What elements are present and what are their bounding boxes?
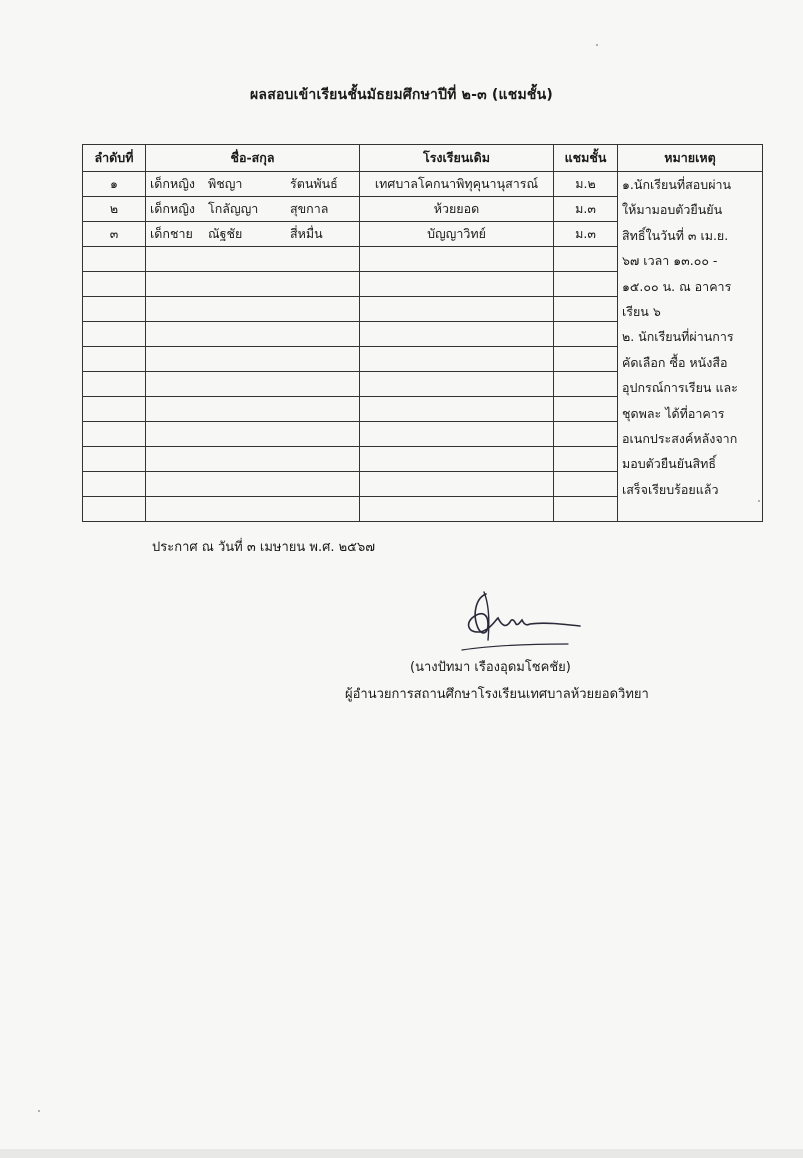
first-name: ณัฐชัย bbox=[208, 226, 243, 241]
first-name: พิชญา bbox=[208, 176, 243, 191]
header-remark: หมายเหตุ bbox=[618, 145, 763, 172]
name-prefix: เด็กหญิง bbox=[150, 201, 195, 216]
last-name: สี่หมื่น bbox=[290, 226, 323, 241]
remark-line: อุปกรณ์การเรียน และ bbox=[622, 380, 738, 396]
remark-line: ชุดพละ ได้ที่อาคาร bbox=[622, 405, 725, 421]
remark-line: เรียน ๖ bbox=[622, 304, 661, 320]
row-school: ห้วยยอด bbox=[360, 197, 554, 222]
row-name bbox=[146, 172, 360, 197]
row-order: ๓ bbox=[83, 222, 146, 247]
signer-position: ผู้อำนวยการสถานศึกษาโรงเรียนเทศบาลห้วยยอดวิทยา bbox=[345, 687, 649, 702]
row-grade: ม.๓ bbox=[554, 197, 618, 222]
row-name bbox=[146, 197, 360, 222]
row-order: ๑ bbox=[83, 172, 146, 197]
scan-speck bbox=[596, 44, 598, 46]
signer-name: (นางปัทมา เรืองอุดมโชคชัย) bbox=[410, 660, 571, 675]
header-school: โรงเรียนเดิม bbox=[360, 145, 554, 172]
remark-line: ๑๕.๐๐ น. ณ อาคาร bbox=[622, 278, 732, 294]
name-prefix: เด็กชาย bbox=[150, 226, 193, 241]
results-table bbox=[82, 144, 763, 522]
remark-line: ๖๗ เวลา ๑๓.๐๐ - bbox=[622, 253, 718, 269]
remark-cell bbox=[618, 172, 763, 522]
row-school: บัญญาวิทย์ bbox=[360, 222, 554, 247]
remark-line: มอบตัวยืนยันสิทธิ์ bbox=[622, 456, 717, 472]
remark-line: คัดเลือก ซื้อ หนังสือ bbox=[622, 354, 728, 370]
table-header-row bbox=[83, 145, 763, 172]
header-name: ชื่อ-สกุล bbox=[146, 145, 360, 172]
remark-line: ให้มามอบตัวยืนยัน bbox=[622, 202, 723, 218]
remark-line: สิทธิ์ในวันที่ ๓ เม.ย. bbox=[622, 227, 729, 243]
scan-speck bbox=[758, 500, 760, 502]
row-grade: ม.๓ bbox=[554, 222, 618, 247]
last-name: รัตนพันธ์ bbox=[290, 176, 338, 191]
document-title: ผลสอบเข้าเรียนชั้นมัธยมศึกษาปีที่ ๒-๓ (แชมชั้น) bbox=[250, 87, 553, 103]
scan-speck bbox=[38, 1110, 40, 1112]
remark-line: ๒. นักเรียนที่ผ่านการ bbox=[622, 329, 734, 345]
row-order: ๒ bbox=[83, 197, 146, 222]
table-row bbox=[83, 172, 763, 197]
remark-line: อเนกประสงค์หลังจาก bbox=[622, 431, 738, 447]
row-name bbox=[146, 222, 360, 247]
handwritten-signature bbox=[458, 588, 588, 654]
remark-line: ๑.นักเรียนที่สอบผ่าน bbox=[622, 177, 732, 192]
header-order: ลำดับที่ bbox=[83, 145, 146, 172]
announcement-date: ประกาศ ณ วันที่ ๓ เมษายน พ.ศ. ๒๕๖๗ bbox=[152, 540, 376, 555]
first-name: โกลัญญา bbox=[208, 201, 259, 216]
name-prefix: เด็กหญิง bbox=[150, 176, 195, 191]
row-school: เทศบาลโคกนาพิทุคุนานุสารณ์ bbox=[360, 172, 554, 197]
remark-line: เสร็จเรียบร้อยแล้ว bbox=[622, 481, 719, 497]
last-name: สุขกาล bbox=[290, 201, 329, 216]
header-grade: แชมชั้น bbox=[554, 145, 618, 172]
row-grade: ม.๒ bbox=[554, 172, 618, 197]
page-bottom-edge bbox=[0, 1149, 803, 1158]
